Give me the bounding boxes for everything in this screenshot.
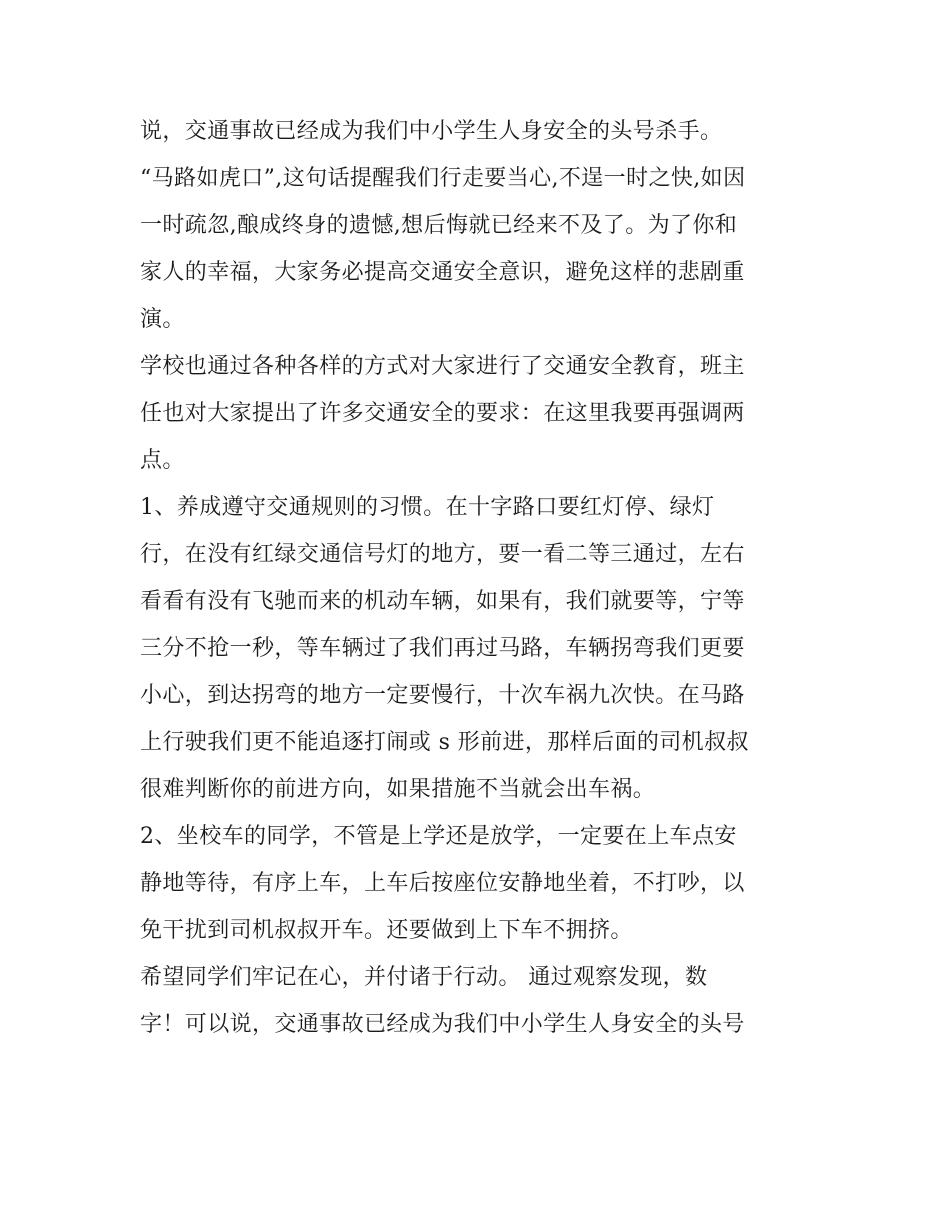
text-line: 说，交通事故已经成为我们中小学生人身安全的头号杀手。 [140, 119, 723, 144]
text-line: 演。 [140, 307, 185, 332]
text-line: 小心，到达拐弯的地方一定要慢行，十次车祸九次快。在马路 [140, 683, 745, 708]
text-line: “马路如虎口”,这句话提醒我们行走要当心,不逞一时之快,如因 [140, 166, 746, 191]
text-line: 学校也通过各种各样的方式对大家进行了交通安全教育，班主 [140, 354, 745, 379]
text-line: 希望同学们牢记在心，并付诸于行动。 通过观察发现，数 [140, 965, 708, 990]
document-body [140, 108, 820, 1048]
text-line: 1、养成遵守交通规则的习惯。在十字路口要红灯停、绿灯 [140, 495, 715, 520]
text-line: 字！可以说，交通事故已经成为我们中小学生人身安全的头号 [140, 1012, 745, 1037]
text-line: 上行驶我们更不能追逐打闹或 s 形前进，那样后面的司机叔叔 [140, 730, 749, 755]
text-line: 点。 [140, 448, 185, 473]
text-line: 行，在没有红绿交通信号灯的地方，要一看二等三通过，左右 [140, 542, 745, 567]
text-line: 三分不抢一秒，等车辆过了我们再过马路，车辆拐弯我们更要 [140, 636, 745, 661]
text-line: 免干扰到司机叔叔开车。还要做到上下车不拥挤。 [140, 918, 633, 943]
text-line: 静地等待，有序上车，上车后按座位安静地坐着，不打吵，以 [140, 871, 745, 896]
text-line: 看看有没有飞驰而来的机动车辆，如果有，我们就要等，宁等 [140, 589, 745, 614]
text-line: 任也对大家提出了许多交通安全的要求：在这里我要再强调两 [140, 401, 745, 426]
text-line: 2、坐校车的同学，不管是上学还是放学，一定要在上车点安 [140, 824, 737, 849]
text-line: 很难判断你的前进方向，如果措施不当就会出车祸。 [140, 777, 656, 802]
text-line: 家人的幸福，大家务必提高交通安全意识，避免这样的悲剧重 [140, 260, 745, 285]
text-line: 一时疏忽,酿成终身的遗憾,想后悔就已经来不及了。为了你和 [140, 213, 738, 238]
